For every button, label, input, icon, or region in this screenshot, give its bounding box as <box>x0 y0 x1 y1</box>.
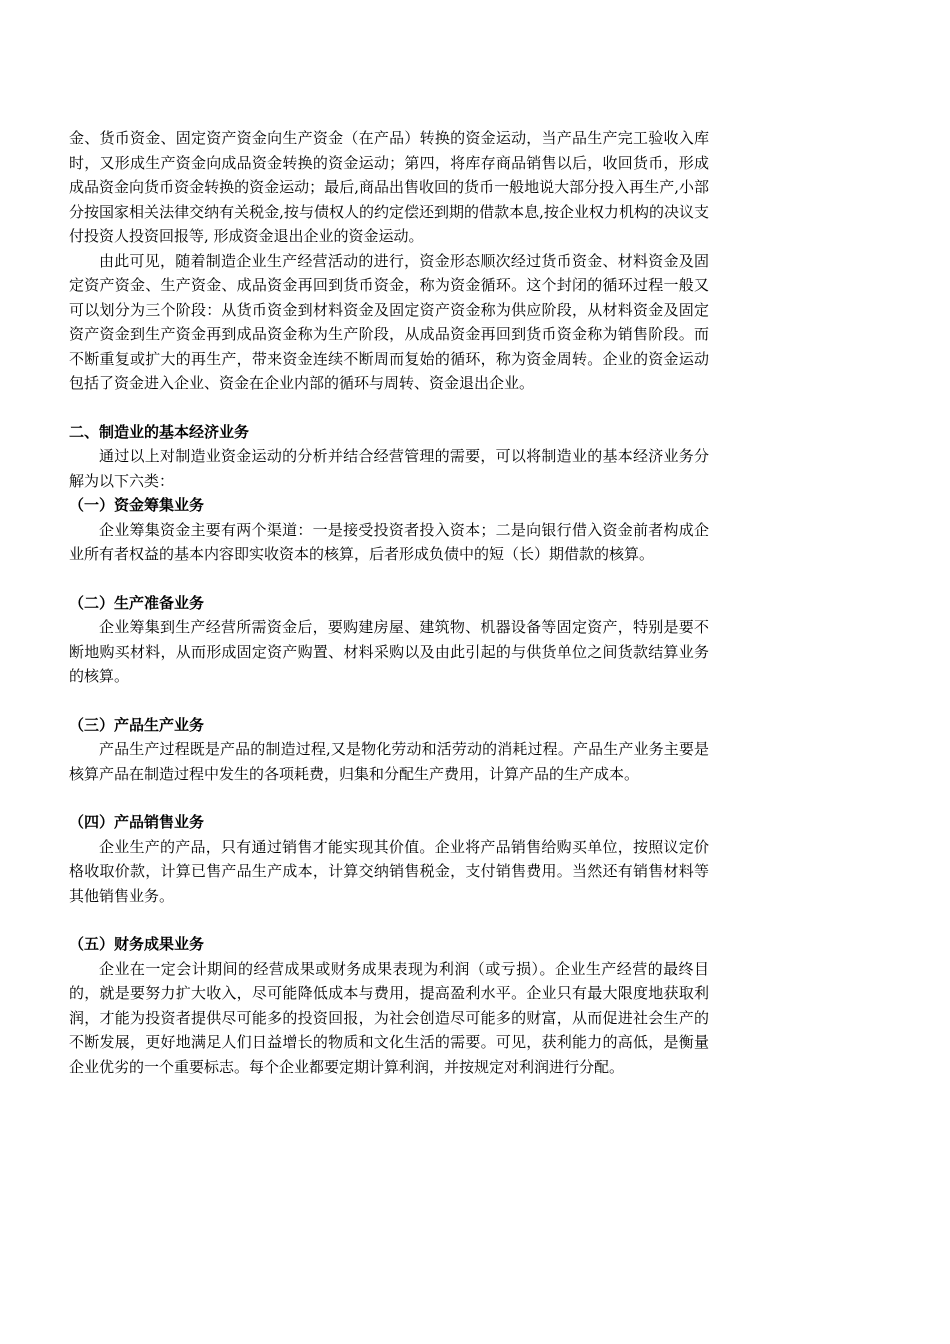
paragraph-capital-circulation: 由此可见，随着制造企业生产经营活动的进行，资金形态顺次经过货币资金、材料资金及固定资产资金、生产资金、成品资金再回到货币资金，称为资金循环。这个封闭的循环过程一般又可以划分为三个阶段：从货币资金到材料资金及固定资产资金称为供应阶段，从材料资金及固定资产资金到生产资金再到成品资金称为生产阶段，从成品资金再回到货币资金称为销售阶段。而不断重复或扩大的再生产，带来资金连续不断周而复始的循环，称为资金周转。企业的资金运动包括了资金进入企业、资金在企业内部的循环与周转、资金退出企业。 <box>69 251 709 392</box>
spacer <box>69 567 709 591</box>
spacer <box>69 689 709 713</box>
subsection-heading-3: （三）产品生产业务 <box>69 715 205 734</box>
document-page <box>69 126 709 1079</box>
subsection-heading-5: （五）财务成果业务 <box>69 935 205 953</box>
section-heading: 二、制造业的基本经济业务 <box>69 422 250 441</box>
spacer <box>69 396 709 420</box>
subsection-body-1: 企业筹集资金主要有两个渠道：一是接受投资者投入资本；二是向银行借入资金前者构成企业所有者权益的基本内容即实收资本的核算，后者形成负债中的短（长）期借款的核算。 <box>69 520 709 563</box>
subsection-body-5: 企业在一定会计期间的经营成果或财务成果表现为利润（或亏损）。企业生产经营的最终目的，就是要努力扩大收入，尽可能降低成本与费用，提高盈利水平。企业只有最大限度地获取利润，才能为投资者提供尽可能多的投资回报，为社会创造尽可能多的财富，从而促进社会生产的不断发展，更好地满足人们日益增长的物质和文化生活的需要。可见，获利能力的高低，是衡量企业优劣的一个重要标志。每个企业都要定期计算利润，并按规定对利润进行分配。 <box>69 959 709 1076</box>
subsection-body-4: 企业生产的产品，只有通过销售才能实现其价值。企业将产品销售给购买单位，按照议定价格收取价款，计算已售产品生产成本，计算交纳销售税金，支付销售费用。当然还有销售材料等其他销售业务。 <box>69 837 709 905</box>
section-intro: 通过以上对制造业资金运动的分析并结合经营管理的需要，可以将制造业的基本经济业务分解为以下六类： <box>69 447 709 490</box>
subsection-heading-4: （四）产品销售业务 <box>69 813 205 831</box>
spacer <box>69 908 709 932</box>
subsection-body-3: 产品生产过程既是产品的制造过程,又是物化劳动和活劳动的消耗过程。产品生产业务主要是核算产品在制造过程中发生的各项耗费，归集和分配生产费用，计算产品的生产成本。 <box>69 740 709 783</box>
spacer <box>69 786 709 810</box>
subsection-body-2: 企业筹集到生产经营所需资金后，要购建房屋、建筑物、机器设备等固定资产，特别是要不断地购买材料，从而形成固定资产购置、材料采购以及由此引起的与供货单位之间货款结算业务的核算。 <box>69 618 709 685</box>
subsection-heading-2: （二）生产准备业务 <box>69 593 205 612</box>
subsection-heading-1: （一）资金筹集业务 <box>69 496 205 514</box>
paragraph-continued: 金、货币资金、固定资产资金向生产资金（在产品）转换的资金运动，当产品生产完工验收入库时，又形成生产资金向成品资金转换的资金运动；第四，将库存商品销售以后，收回货币，形成成品资金向货币资金转换的资金运动；最后,商品出售收回的货币一般地说大部分投入再生产,小部分按国家相关法律交纳有关税金,按与债权人的约定偿还到期的借款本息,按企业权力机构的决议支付投资人投资回报等, 形成资金退出企业的资金运动。 <box>69 129 709 245</box>
